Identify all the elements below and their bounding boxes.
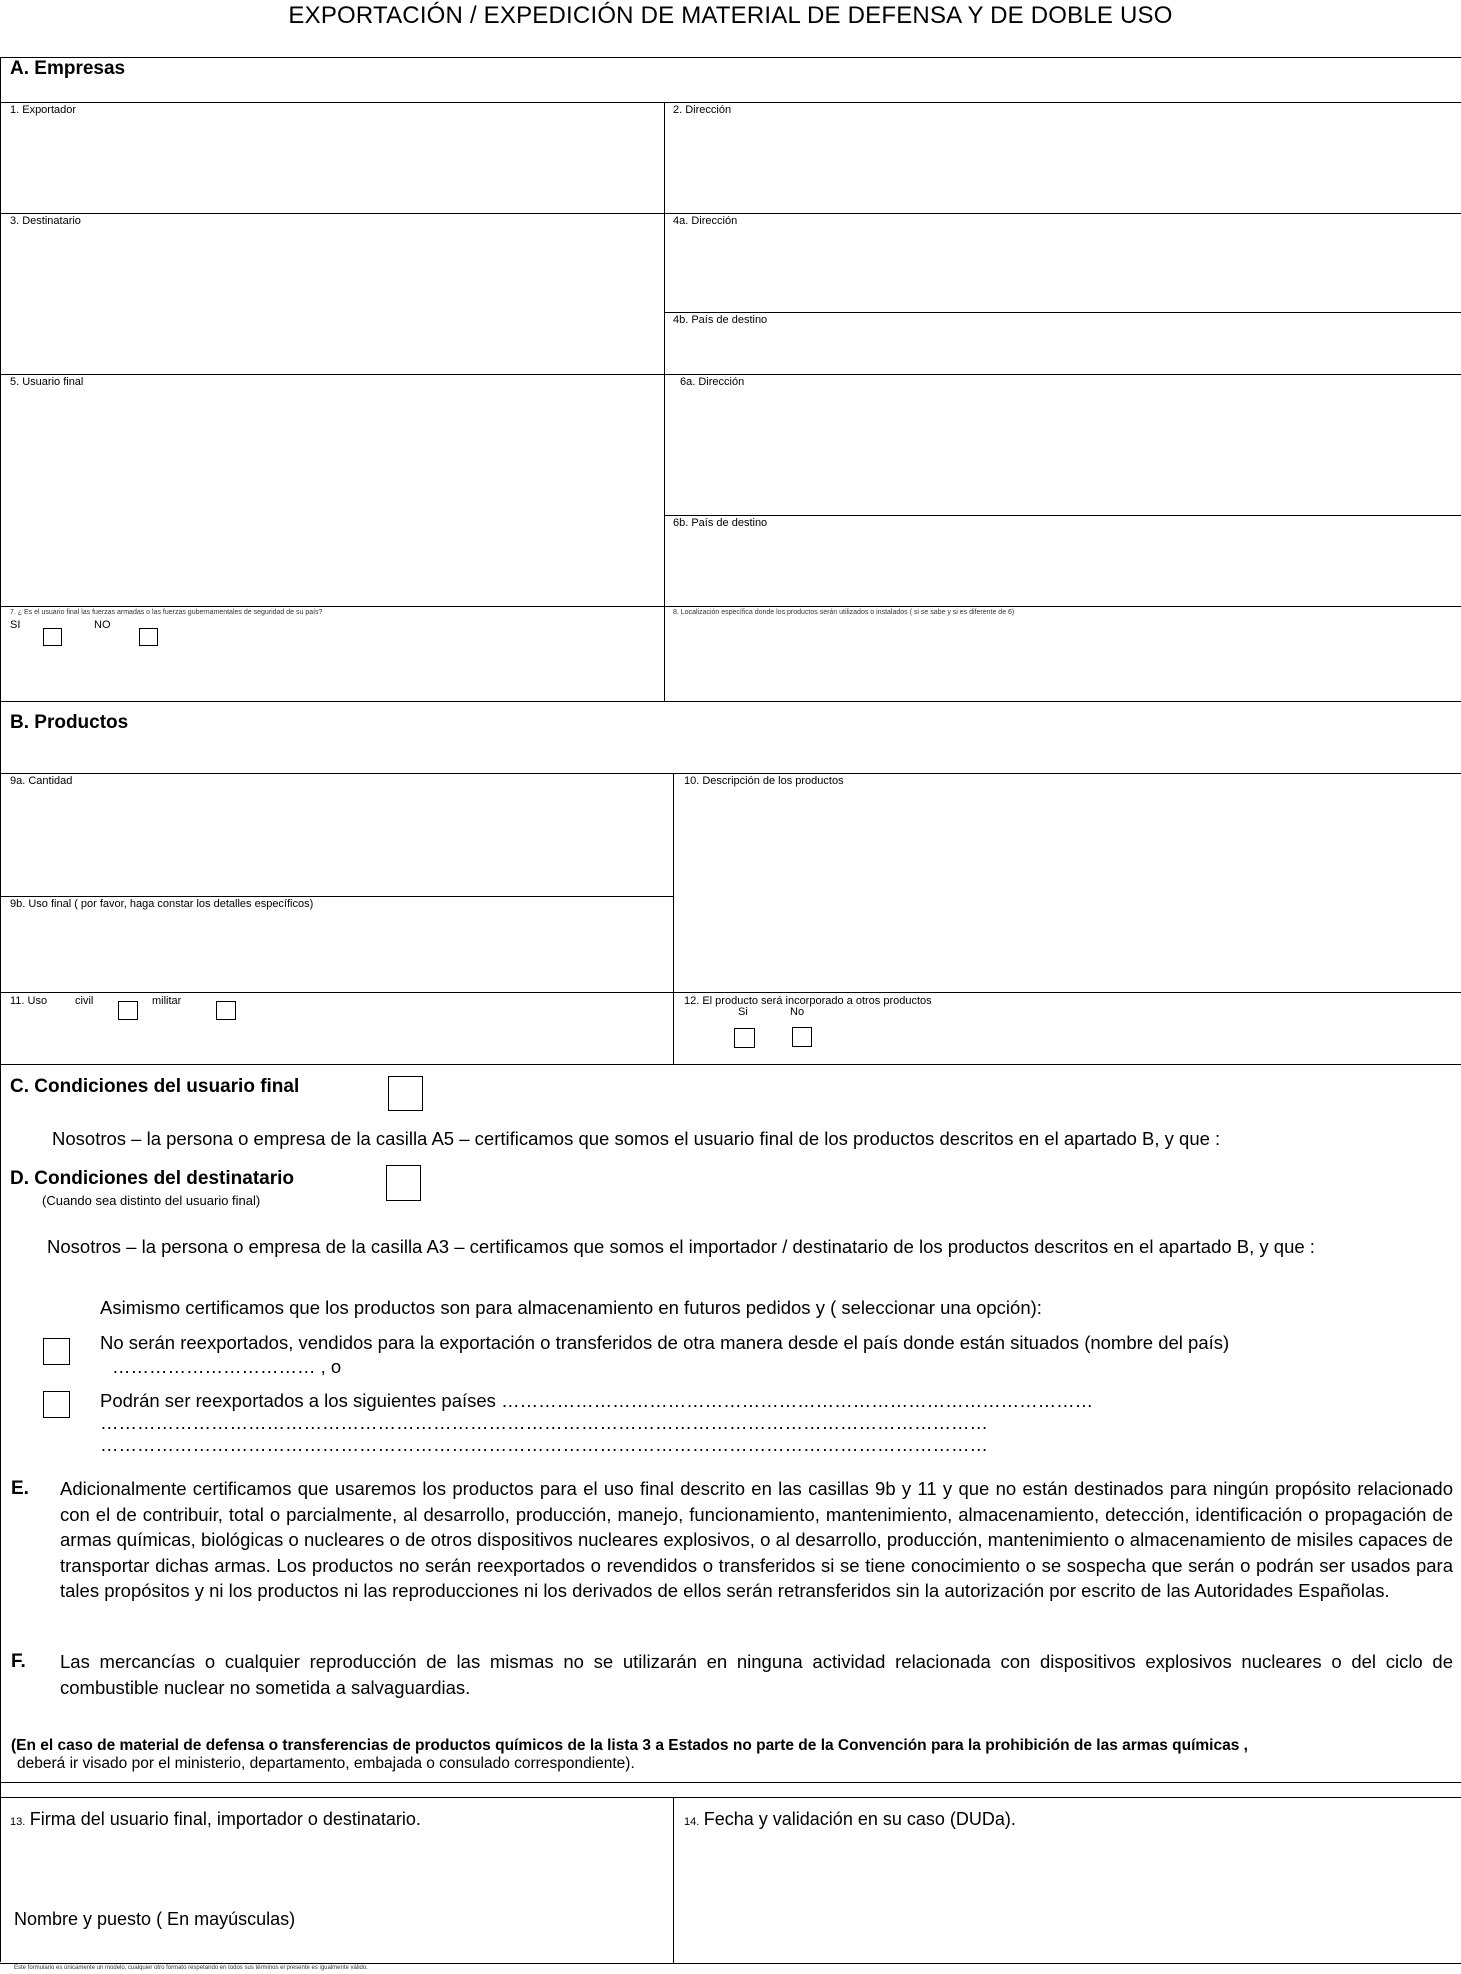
- section-b-heading: B. Productos: [10, 712, 129, 733]
- name-and-position-label: Nombre y puesto ( En mayúsculas): [14, 1909, 296, 1929]
- divider: [0, 701, 1461, 702]
- form-top-border: [0, 57, 1461, 58]
- footer-note: Este formulario es únicamente un modelo, cualquier otro formato respetando en todos sus términos el presente es igualmente válido.: [14, 1965, 368, 1971]
- note-normal: deberá ir visado por el ministerio, departamento, embajada o consulado correspondiente).: [17, 1755, 635, 1772]
- divider: [0, 1963, 1461, 1964]
- legalization-note: [11, 1737, 1456, 1773]
- option-2-checkbox[interactable]: [43, 1391, 70, 1418]
- field-4a-direccion[interactable]: 4a. Dirección: [673, 215, 738, 227]
- field-8-localizacion[interactable]: 8. Localización específica donde los productos serán utilizados o instalados ( si se sabe y si es diferente de 6): [673, 609, 1015, 616]
- section-a-heading: A. Empresas: [10, 58, 126, 79]
- field-4b-pais-destino[interactable]: 4b. País de destino: [673, 314, 768, 326]
- divider: [0, 213, 1461, 214]
- field-5-usuario-final[interactable]: 5. Usuario final: [10, 376, 84, 388]
- section-f-text: Las mercancías o cualquier reproducción de las mismas no se utilizarán en ninguna actividad relacionada con dispositivos explosivos nucleares o del ciclo de combustible nuclear no sometida a salvaguardias.: [60, 1651, 1453, 1698]
- divider: [673, 1797, 674, 1964]
- divider: [0, 1782, 1461, 1783]
- section-e-mark: E.: [11, 1478, 29, 1499]
- field-12-si-checkbox[interactable]: [734, 1028, 755, 1048]
- field-12-no-label: No: [790, 1006, 805, 1018]
- field-7-question: 7. ¿ Es el usuario final las fuerzas armadas o las fuerzas gubernamentales de seguridad de su país?: [10, 609, 323, 616]
- section-d-checkbox[interactable]: [386, 1165, 421, 1201]
- divider: [664, 515, 1461, 516]
- field-13-number: 13.: [10, 1816, 26, 1828]
- field-13-label: Firma del usuario final, importador o destinatario.: [29, 1809, 421, 1829]
- field-11-civil-label: civil: [75, 995, 94, 1007]
- field-11-civil-checkbox[interactable]: [118, 1001, 138, 1020]
- divider: [0, 1064, 1461, 1065]
- note-bold: (En el caso de material de defensa o transferencias de productos químicos de la lista 3 a Estados no parte de la Convención para la prohibición de las armas químicas ,: [11, 1737, 1248, 1754]
- field-12-no-checkbox[interactable]: [792, 1027, 812, 1047]
- option-1-country-line[interactable]: …………………………… , o: [112, 1356, 342, 1377]
- field-12-si-label: Si: [738, 1006, 748, 1018]
- divider: [664, 312, 1461, 313]
- document-title: EXPORTACIÓN / EXPEDICIÓN DE MATERIAL DE DEFENSA Y DE DOBLE USO: [288, 2, 1173, 29]
- divider: [673, 773, 674, 1064]
- field-11-militar-checkbox[interactable]: [216, 1001, 236, 1020]
- section-e-text: Adicionalmente certificamos que usaremos los productos para el uso final descrito en las casillas 9b y 11 y que no están destinados para ningún propósito relacionado con el de contribuir, total o parcialmente, al desarrollo, producción, manejo, funcionamiento, mantenimiento, almacenamiento, detección, identificación o propagación de armas químicas, biológicas o nucleares o de otros dispositivos nucleares explosivos, o al desarrollo, producción, mantenimiento o almacenamiento de misiles capaces de transportar dichas armas. Los productos no serán reexportados o revendidos o transferidos si se tiene conocimiento o se sospecha que serán o podrán ser usados para tales propósitos y ni los productos ni las reproducciones ni los derivados de ellos serán retransferidos sin la autorización por escrito de las Autoridades Españolas.: [60, 1478, 1453, 1601]
- divider: [664, 102, 665, 701]
- section-f-mark: F.: [11, 1651, 26, 1672]
- field-12-incorporado: 12. El producto será incorporado a otros productos: [684, 995, 932, 1007]
- field-1-exportador[interactable]: 1. Exportador: [10, 104, 77, 116]
- divider: [0, 102, 1461, 103]
- field-10-descripcion[interactable]: 10. Descripción de los productos: [684, 775, 844, 787]
- section-c-text: Nosotros – la persona o empresa de la casilla A5 – certificamos que somos el usuario final de los productos descritos en el apartado B, y que :: [52, 1128, 1221, 1149]
- divider: [0, 992, 1461, 993]
- option-2-line-2[interactable]: ………………………………………………………………………………………………………………………………: [100, 1434, 988, 1455]
- field-9b-uso-final[interactable]: 9b. Uso final ( por favor, haga constar los detalles específicos): [10, 898, 314, 910]
- field-7-no-label: NO: [94, 619, 111, 631]
- section-d-asimismo: Asimismo certificamos que los productos son para almacenamiento en futuros pedidos y ( seleccionar una opción):: [100, 1297, 1042, 1318]
- section-d-subtitle: (Cuando sea distinto del usuario final): [42, 1193, 261, 1208]
- field-7-si-checkbox[interactable]: [43, 628, 62, 646]
- field-3-destinatario[interactable]: 3. Destinatario: [10, 215, 81, 227]
- divider: [0, 606, 1461, 607]
- option-2-line-1[interactable]: ………………………………………………………………………………………………………………………………: [100, 1412, 988, 1433]
- field-6a-direccion[interactable]: 6a. Dirección: [680, 376, 745, 388]
- section-c-checkbox[interactable]: [388, 1076, 423, 1111]
- section-c-heading: C. Condiciones del usuario final: [10, 1076, 300, 1097]
- option-1-text: No serán reexportados, vendidos para la exportación o transferidos de otra manera desde el país donde están situados (nombre del país): [100, 1332, 1230, 1353]
- field-7-no-checkbox[interactable]: [139, 628, 158, 646]
- divider: [0, 374, 1461, 375]
- field-7-si-label: SI: [10, 619, 21, 631]
- section-d-text: Nosotros – la persona o empresa de la casilla A3 – certificamos que somos el importador / destinatario de los productos descritos en el apartado B, y que :: [47, 1236, 1315, 1257]
- field-14[interactable]: [684, 1809, 1016, 1830]
- option-2-text[interactable]: Podrán ser reexportados a los siguientes países ……………………………………………………………………………………: [100, 1390, 1094, 1411]
- field-11-militar-label: militar: [152, 995, 182, 1007]
- section-d-heading: D. Condiciones del destinatario: [10, 1168, 294, 1189]
- field-2-direccion[interactable]: 2. Dirección: [673, 104, 732, 116]
- divider: [0, 773, 1461, 774]
- field-14-number: 14.: [684, 1816, 700, 1828]
- field-11-uso: 11. Uso: [10, 995, 48, 1007]
- field-14-label: Fecha y validación en su caso (DUDa).: [703, 1809, 1016, 1829]
- option-1-checkbox[interactable]: [43, 1338, 70, 1365]
- divider: [0, 896, 673, 897]
- divider: [0, 1797, 1461, 1798]
- form-left-border: [0, 57, 1, 1962]
- field-13[interactable]: [10, 1809, 421, 1830]
- field-9a-cantidad[interactable]: 9a. Cantidad: [10, 775, 73, 787]
- field-6b-pais-destino[interactable]: 6b. País de destino: [673, 517, 768, 529]
